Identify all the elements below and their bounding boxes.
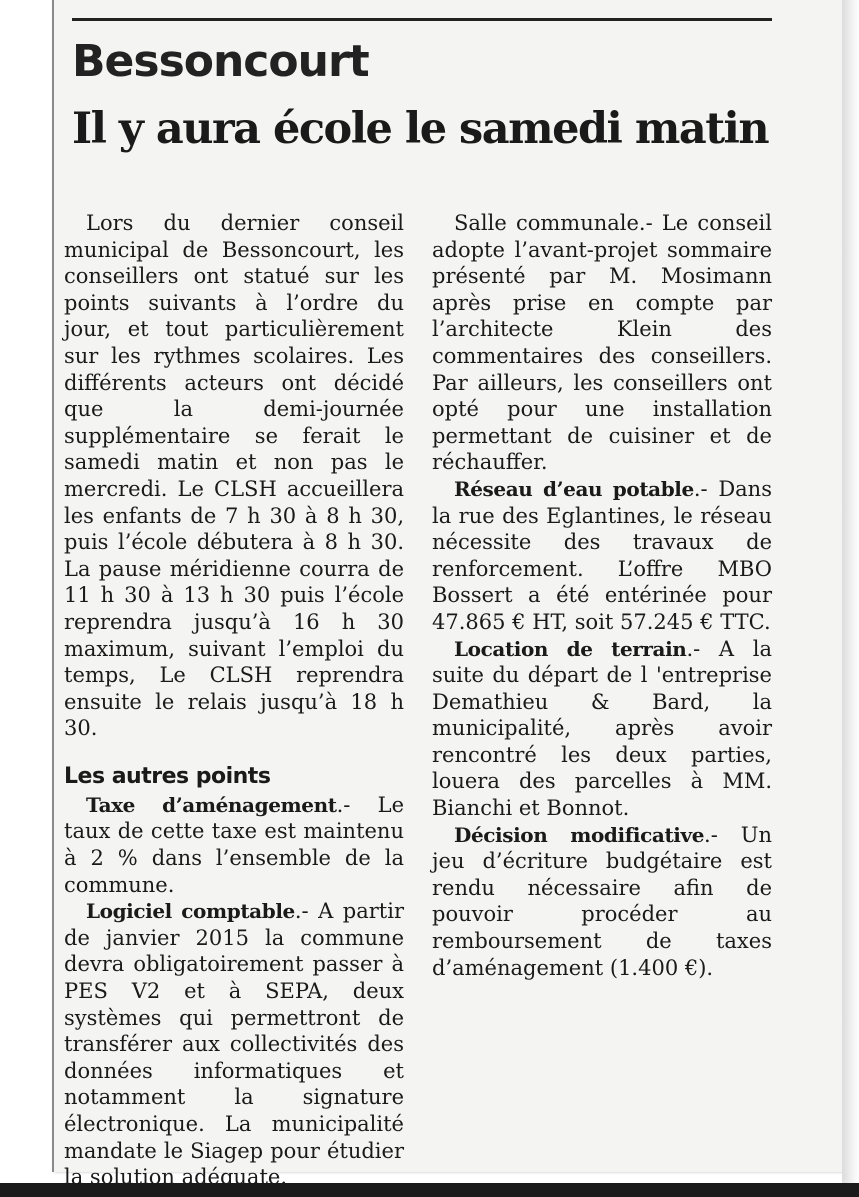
- item-label: Décision modificative: [454, 822, 705, 847]
- headline: Il y aura école le samedi matin: [72, 104, 769, 154]
- scan-shadow: [842, 0, 859, 1197]
- item-separator: .-: [693, 476, 719, 501]
- item-label: Logiciel comptable: [86, 899, 295, 924]
- item-text: Le taux de cette taxe est maintenu à 2 % dans l’ensemble de la commune.: [64, 792, 404, 897]
- item-taxe: [64, 792, 404, 898]
- item-logiciel: [64, 898, 404, 1191]
- intro-paragraph: Lors du dernier conseil municipal de Bessoncourt, les conseillers ont statué sur les points suivants à l’ordre du jour, et tout particulièrement sur les rythmes scolaires. Les différents acteurs ont décidé que la demi-journée supplémentaire se ferait le samedi matin et non pas le mercredi. Le CLSH accueillera les enfants de 7 h 30 à 8 h 30, puis l’école débutera à 8 h 30. La pause méridienne courra de 11 h 30 à 13 h 30 puis l’école reprendra jusqu’à 16 h 30 maximum, suivant l’emploi du temps, Le CLSH reprendra ensuite le relais jusqu’à 18 h 30.: [64, 211, 404, 741]
- clipping-edge: [52, 0, 54, 1172]
- item-text: A partir de janvier 2015 la commune devra obligatoirement passer à PES V2 et à SEPA, deux systèmes qui permettront de transférer aux collectivités des données informatiques et notamment la signature électronique. La municipalité mandate le Siagep pour étudier la solution adéquate.: [64, 899, 404, 1190]
- item-text: Un jeu d’écriture budgétaire est rendu nécessaire afin de pouvoir procéder au remboursement de taxes d’aménagement (1.400 €).: [432, 822, 772, 980]
- item-label: Location de terrain: [454, 636, 687, 661]
- item-separator: .-: [704, 822, 741, 847]
- item-text: A la suite du départ de l 'entreprise Demathieu & Bard, la municipalité, après avoir rencontré les deux parties, louera des parcelles à MM. Bianchi et Bonnot.: [432, 636, 773, 821]
- section-title: Bessoncourt: [72, 36, 369, 87]
- item-location: [432, 636, 772, 822]
- item-decision: [432, 822, 772, 982]
- item-separator: .-: [336, 792, 378, 817]
- item-separator: .-: [294, 899, 319, 924]
- column-right: [432, 210, 772, 981]
- subhead: Les autres points: [64, 763, 271, 789]
- item-text: Salle communale.- Le conseil adopte l’avant-projet sommaire présenté par M. Mosimann après prise en compte par l’architecte Klein des commentaires des conseillers. Par ailleurs, les conseillers ont opté pour une installation permettant de cuisiner et de réchauffer.: [432, 211, 772, 475]
- item-label: Réseau d’eau potable: [454, 476, 694, 501]
- item-reseau: [432, 476, 772, 636]
- item-text: Dans la rue des Eglantines, le réseau nécessite des travaux de renforcement. L’offre MBO Bossert a été entérinée pour 47.865 € HT, soit 57.245 € TTC.: [432, 476, 772, 634]
- column-left: [64, 210, 404, 1191]
- item-label: Taxe d’aménagement: [86, 792, 337, 817]
- item-separator: .-: [686, 636, 719, 661]
- top-rule: [72, 18, 772, 21]
- item-salle: [432, 210, 772, 476]
